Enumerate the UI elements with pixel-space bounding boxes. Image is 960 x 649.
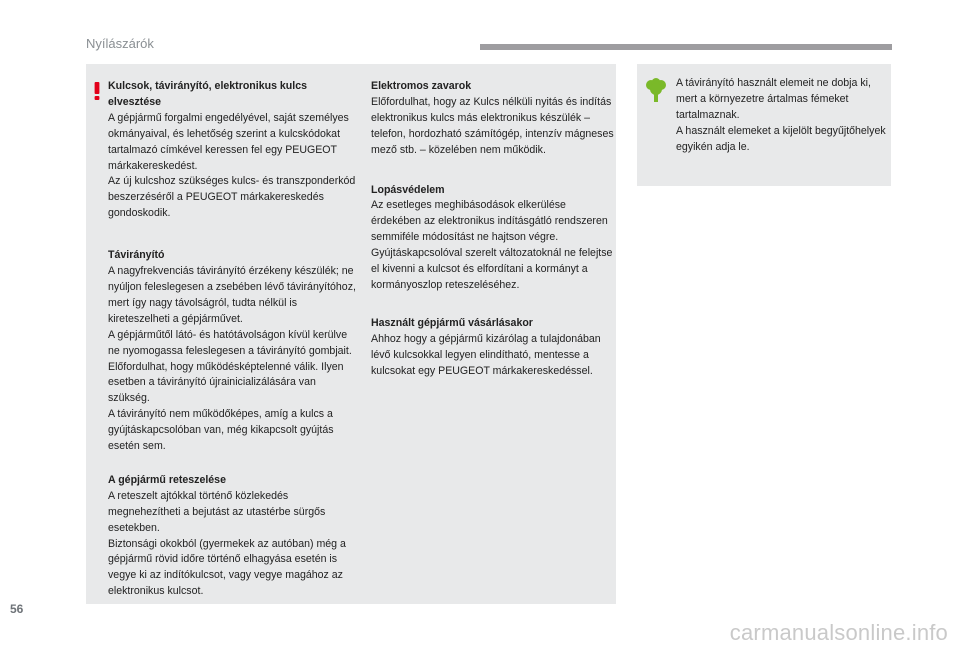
section-electrical-interference	[371, 79, 617, 159]
paragraph: Az új kulcshoz szükséges kulcs- és transzponderkód beszerzéséről a PEUGEOT márkakereskedés gondoskodik.	[108, 175, 356, 220]
paragraph: A használt elemeket a kijelölt begyűjtőhelyek egyikén adja le.	[676, 124, 886, 153]
paragraph: Ahhoz hogy a gépjármű kizárólag a tulajdonában lévő kulcsokkal legyen elindítható, mentesse a kulcsokat egy PEUGEOT márkakereskedéssel.	[371, 332, 601, 377]
section-anti-theft	[371, 183, 617, 294]
environment-note	[676, 76, 888, 156]
header-bar	[480, 44, 892, 50]
watermark: carmanualsonline.info	[729, 620, 948, 645]
paragraph: Gyújtáskapcsolóval szerelt változatoknál ne felejtse el kivenni a kulcsot és elfordítani a kormányt a kormányoszlop reteszeléséhez.	[371, 247, 613, 291]
section-lost-keys	[108, 79, 356, 222]
paragraph: A gépjármű forgalmi engedélyével, saját személyes okmányaival, és lehetőség szerint a kulcskódokat tartalmazó címkével keressen fel egy PEUGEOT márkakereskedést.	[108, 111, 349, 172]
section-heading: Távirányító	[108, 249, 165, 262]
section-heading: Kulcsok, távirányító, elektronikus kulcs elvesztése	[108, 80, 308, 108]
section-vehicle-locking	[108, 473, 356, 600]
page-number: 56	[10, 602, 24, 616]
section-used-vehicle	[371, 316, 617, 380]
warning-icon	[94, 82, 100, 100]
paragraph: A nagyfrekvenciás távirányító érzékeny készülék; ne nyúljon feleslegesen a zsebében lévő távirányítóhoz, mert így nagy távolságról, tudta nélkül is kireteszelheti a gépjárművet.	[108, 265, 356, 325]
section-heading: Használt gépjármű vásárlásakor	[371, 316, 533, 329]
paragraph: Biztonsági okokból (gyermekek az autóban) még a gépjármű rövid időre történő elhagyása esetén is vegye ki az indítókulcsot, vagy vegye magához az elektronikus kulcsot.	[108, 537, 346, 598]
paragraph: A távirányító használt elemeit ne dobja ki, mert a környezetre ártalmas fémeket tartalmaznak.	[676, 77, 871, 121]
paragraph: A gépjárműtől látó- és hatótávolságon kívül kerülve ne nyomogassa feleslegesen a távirányító gombjait. Előfordulhat, hogy működésképtelenné válik. Ilyen esetben a távirányító újrainicializálására van szükség.	[108, 328, 352, 405]
paragraph: Előfordulhat, hogy az Kulcs nélküli nyitás és indítás elektronikus kulcs más elektronikus készülék – telefon, hordozható számítógép, intenzív mágneses mező stb. – közelében nem működik.	[371, 95, 614, 156]
section-heading: Lopásvédelem	[371, 183, 445, 196]
section-remote-control	[108, 248, 356, 455]
paragraph: Az esetleges meghibásodások elkerülése érdekében az elektronikus indításgátló rendszeren semmiféle módosítást ne hajtson végre.	[371, 199, 608, 244]
column-right	[371, 79, 617, 396]
section-title: Nyílászárók	[86, 36, 154, 51]
section-heading: A gépjármű reteszelése	[108, 473, 226, 486]
section-heading: Elektromos zavarok	[371, 80, 472, 92]
eco-tree-icon	[645, 78, 667, 102]
paragraph: A reteszelt ajtókkal történő közlekedés megnehezítheti a bejutást az utastérbe sürgős esetekben.	[108, 489, 326, 534]
paragraph: A távirányító nem működőképes, amíg a kulcs a gyújtáskapcsolóban van, még kikapcsolt gyújtás esetén sem.	[108, 408, 334, 453]
column-left	[108, 79, 356, 616]
